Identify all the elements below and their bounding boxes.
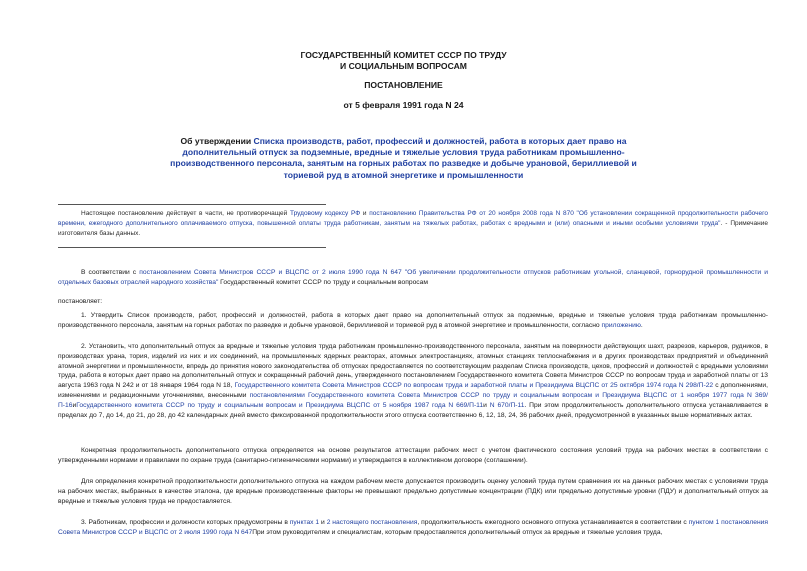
preamble-text-2: Государственный комитет СССР по труду и социальным вопросам xyxy=(218,278,428,286)
item-1-text-2: . xyxy=(640,321,643,329)
decides-paragraph: постановляет: xyxy=(58,298,103,305)
note-divider-top xyxy=(58,204,326,205)
item-2-text-4: и xyxy=(483,401,490,409)
preamble-paragraph xyxy=(58,268,768,288)
note-divider-bottom xyxy=(58,247,326,248)
item-3-text-2: и xyxy=(319,519,327,526)
item-3-text-1: 3. Работникам, профессии и должности которых предусмотрены в xyxy=(81,519,290,526)
note-text-3: . - Примечание изготовителя базы данных. xyxy=(58,219,768,237)
assessment-text: Для определения конкретной продолжительности дополнительного отпуска на каждом рабочем месте допускается производить оценку условий труда путем сравнения их на данных рабочих местах с условиями труда на рабочих местах, выбранных в качестве эталона, где вредные производственные факторы не превышают предельно допустимые концентрации (ПДК) или предельно допустимые уровни (ПДУ) и дополнительный отпуск за вредные и тяжелые условия труда не предоставляется. xyxy=(58,478,768,505)
item-1-text-1: 1. Утвердить Список производств, работ, профессий и должностей, работа в которых дает право на дополнительный отпуск за подземные, вредные и тяжелые условия труда работникам промышленно-производственного персонала, занятым на горных работах по разведке и добыче урановой, бериллиевой и ториевой руд в атомной энергетике и промышленности, согласно xyxy=(58,312,768,329)
note-text-2: и xyxy=(360,210,370,217)
resolution-670-link[interactable]: N 670/П-11 xyxy=(489,401,525,409)
editor-note xyxy=(58,209,768,238)
item-3-text-3: , продолжительность ежегодного основного отпуска устанавливается в соответствии с xyxy=(417,519,689,526)
resolution-298-link[interactable]: Государственного комитета Совета Министров СССР по вопросам труда и заработной платы и Президиума ВЦСПС от 25 октября 1974 года N 298/П-22 xyxy=(234,382,714,390)
item-2-text-1: 2. Установить, что дополнительный отпуск за вредные и тяжелые условия труда работникам промышленно-производственного персонала, занятым на поверхности действующих шахт, разрезов, карьеров, рудников, в производствах урана, тория, изделий из них и их соединений, на промышленных ядерных реакторах, атомных электростанциях, атомных станциях теплоснабжения и в других производствах предприятий и объединений атомной энергетики и промышленности, впредь до принятия нового законодательства об отпусках предоставляется по соответствующим разделам Списка производств, цехов, профессий и должностей с вредными условиями труда, работа в которых дает право на дополнительный отпуск и сокращенный рабочий день, утвержденного постановлением Государственного комитета Совета Министров СССР по вопросам труда и заработной платы от 13 августа 1963 года N 242 и от 18 января 1964 года N 18, xyxy=(58,343,768,390)
item-2-paragraph xyxy=(58,342,768,420)
agency-name-line1: ГОСУДАРСТВЕННЫЙ КОМИТЕТ СССР ПО ТРУДУ xyxy=(300,50,507,60)
item-1-paragraph xyxy=(58,311,768,331)
document-date: от 5 февраля 1991 года N 24 xyxy=(343,100,464,110)
title-list-link[interactable]: Списка производств, работ, профессий и должностей, работа в которых дает право на дополнительный отпуск за подземные, вредные и тяжелые условия труда работникам промышленно-производственного персонала, занятым на горных работах по разведке и добыче урановой, бериллиевой и ториевой руд в атомной энергетике и промышленности xyxy=(170,136,637,180)
assessment-paragraph xyxy=(58,477,768,506)
clause-2-link[interactable]: 2 настоящего постановления xyxy=(326,519,418,526)
note-text-1: Настоящее постановление действует в части, не противоречащей xyxy=(81,210,290,217)
document-type: ПОСТАНОВЛЕНИЕ xyxy=(364,80,443,90)
clause-1-link[interactable]: пунктах 1 xyxy=(289,519,320,526)
item-2-text-2: с дополнениями, изменениями и редакционными уточнениями, внесенными xyxy=(58,382,769,399)
government-decree-link[interactable]: постановлению Правительства РФ от 20 ноября 2008 года N 870 "Об установлении сокращенной продолжительности рабочего времени, ежегодного дополнительного оплачиваемого отпуска, повышенной оплаты труда работникам, занятым на тяжелых работах, работах с вредными и (или) опасными и иными особыми условиями труда" xyxy=(58,210,768,227)
labor-code-link[interactable]: Трудовому кодексу РФ xyxy=(289,210,361,217)
resolution-647-clause-1-link[interactable]: пунктом 1 постановления Совета Министров СССР и ВЦСПС от 2 июля 1990 года N 647 xyxy=(58,519,769,536)
item-3-text-4: При этом руководителям и специалистам, которым предоставляется дополнительный отпуск за вредные и тяжелые условия труда, xyxy=(252,528,663,536)
preamble-text-1: В соответствии с xyxy=(81,269,140,276)
item-3-paragraph xyxy=(58,518,768,538)
specific-duration-text: Конкретная продолжительность дополнительного отпуска определяется на основе результатов аттестации рабочих мест с учетом фактического состояния условий труда на рабочих местах в соответствии с утвержденными нормами и правилами по охране труда (санитарно-гигиеническими нормами) и утверждается в коллективном договоре (соглашении). xyxy=(58,447,768,464)
document-title xyxy=(160,136,647,181)
item-2-text-5: . При этом продолжительность дополнительного отпуска устанавливается в пределах до 7, до 14, до 21, до 28, до 42 календарных дней вместо фиксированной продолжительности этого отпуска соответственно 6, 12, 18, 24, 36 рабочих дней, предусмотренной в указанных выше нормативных актах. xyxy=(58,401,769,419)
agency-name-line2: И СОЦИАЛЬНЫМ ВОПРОСАМ xyxy=(340,61,467,71)
appendix-link[interactable]: приложению xyxy=(601,321,641,329)
item-2-text-3: и xyxy=(72,401,77,409)
specific-duration-paragraph xyxy=(58,446,768,466)
title-prefix: Об утверждении xyxy=(180,136,254,146)
council-resolution-647-link[interactable]: постановлением Совета Министров СССР и ВЦСПС от 2 июля 1990 года N 647 "Об увеличении продолжительности отпусков работникам угольной, сланцевой, горнорудной промышленности и отдельных базовых отраслей народного хозяйства" xyxy=(58,269,768,286)
resolution-669-link[interactable]: Государственного комитета СССР по труду и социальным вопросам и Президиума ВЦСПС от 5 ноября 1987 года N 669/П-11 xyxy=(76,401,484,409)
resolution-369-link[interactable]: постановлениями Государственного комитета Совета Министров СССР по труду и социальным вопросам и Президиума ВЦСПС от 1 ноября 1977 года N 369/П-16 xyxy=(58,391,769,409)
